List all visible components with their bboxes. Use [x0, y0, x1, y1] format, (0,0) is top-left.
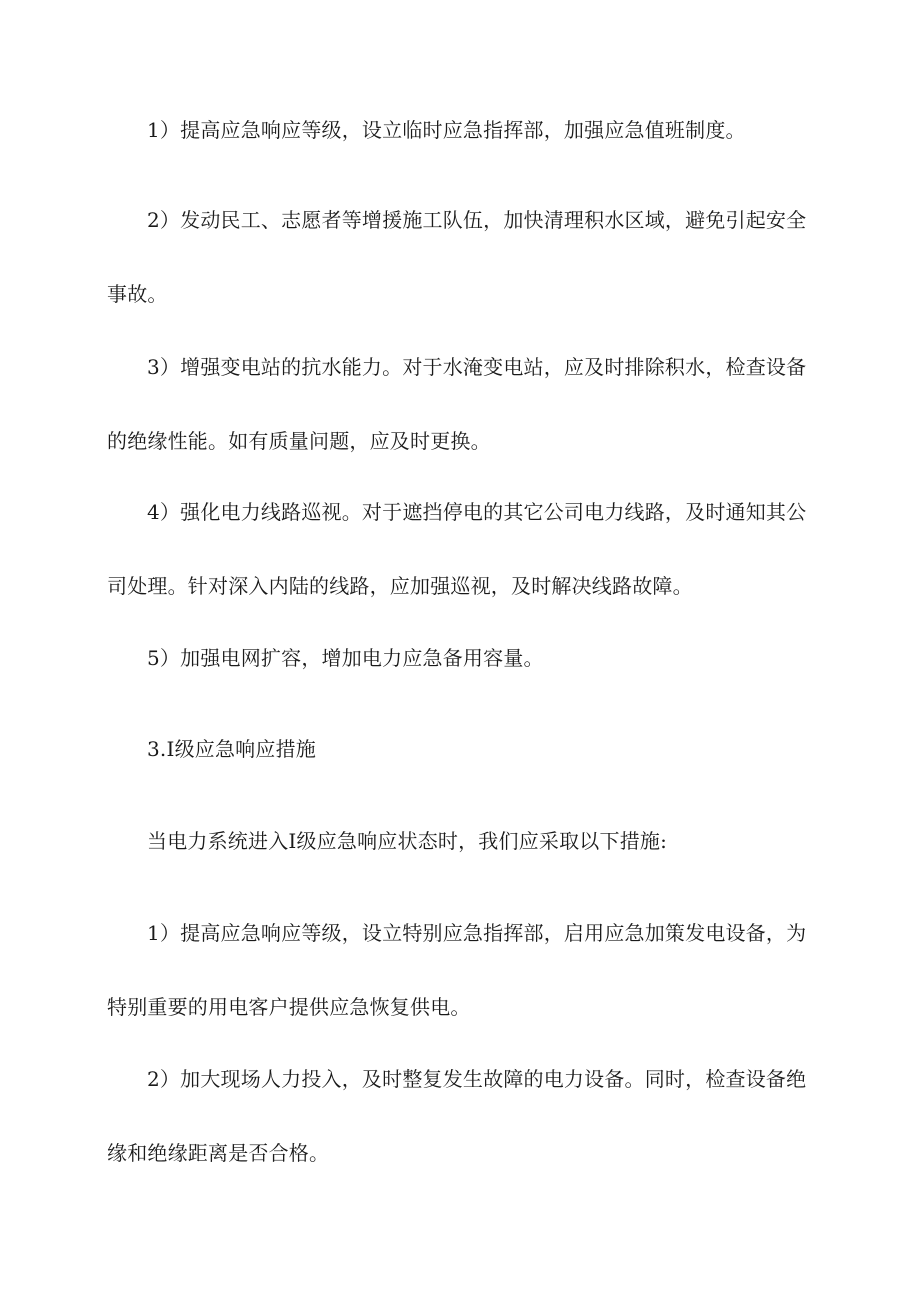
paragraph-level1-measure-1: [107, 896, 807, 1044]
paragraph-line: 3）增强变电站的抗水能力。对于水淹变电站，应及时排除积水，检查设备: [147, 355, 807, 379]
paragraph-line: 的绝缘性能。如有质量问题，应及时更换。: [107, 429, 491, 453]
paragraph-line: 1）提高应急响应等级，设立临时应急指挥部，加强应急值班制度。: [147, 118, 746, 142]
paragraph-measure-1: [107, 93, 807, 167]
paragraph-line: 缘和绝缘距离是否合格。: [107, 1141, 330, 1165]
section-heading-text: 3.Ⅰ级应急响应措施: [147, 737, 316, 761]
paragraph-line: 4）强化电力线路巡视。对于遮挡停电的其它公司电力线路，及时通知其公: [147, 500, 807, 524]
section-heading: [107, 712, 807, 786]
paragraph-line: 2）发动民工、志愿者等增援施工队伍，加快清理积水区域，避免引起安全: [147, 208, 807, 232]
paragraph-line: 5）加强电网扩容，增加电力应急备用容量。: [147, 646, 544, 670]
paragraph-line: 司处理。针对深入内陆的线路，应加强巡视，及时解决线路故障。: [107, 574, 693, 598]
paragraph-line: 1）提高应急响应等级，设立特别应急指挥部，启用应急加策发电设备，为: [147, 921, 807, 945]
paragraph-line: 事故。: [107, 282, 168, 306]
paragraph-line: 2）加大现场人力投入，及时整复发生故障的电力设备。同时，检查设备绝: [147, 1067, 807, 1091]
paragraph-measure-3: [107, 330, 807, 478]
paragraph-measure-5: [107, 621, 807, 695]
paragraph-line: 当电力系统进入Ⅰ级应急响应状态时，我们应采取以下措施:: [147, 829, 668, 853]
paragraph-line: 特别重要的用电客户提供应急恢复供电。: [107, 995, 471, 1019]
paragraph-intro: [107, 804, 807, 878]
paragraph-level1-measure-2: [107, 1042, 807, 1190]
paragraph-measure-2: [107, 183, 807, 331]
paragraph-measure-4: [107, 475, 807, 623]
